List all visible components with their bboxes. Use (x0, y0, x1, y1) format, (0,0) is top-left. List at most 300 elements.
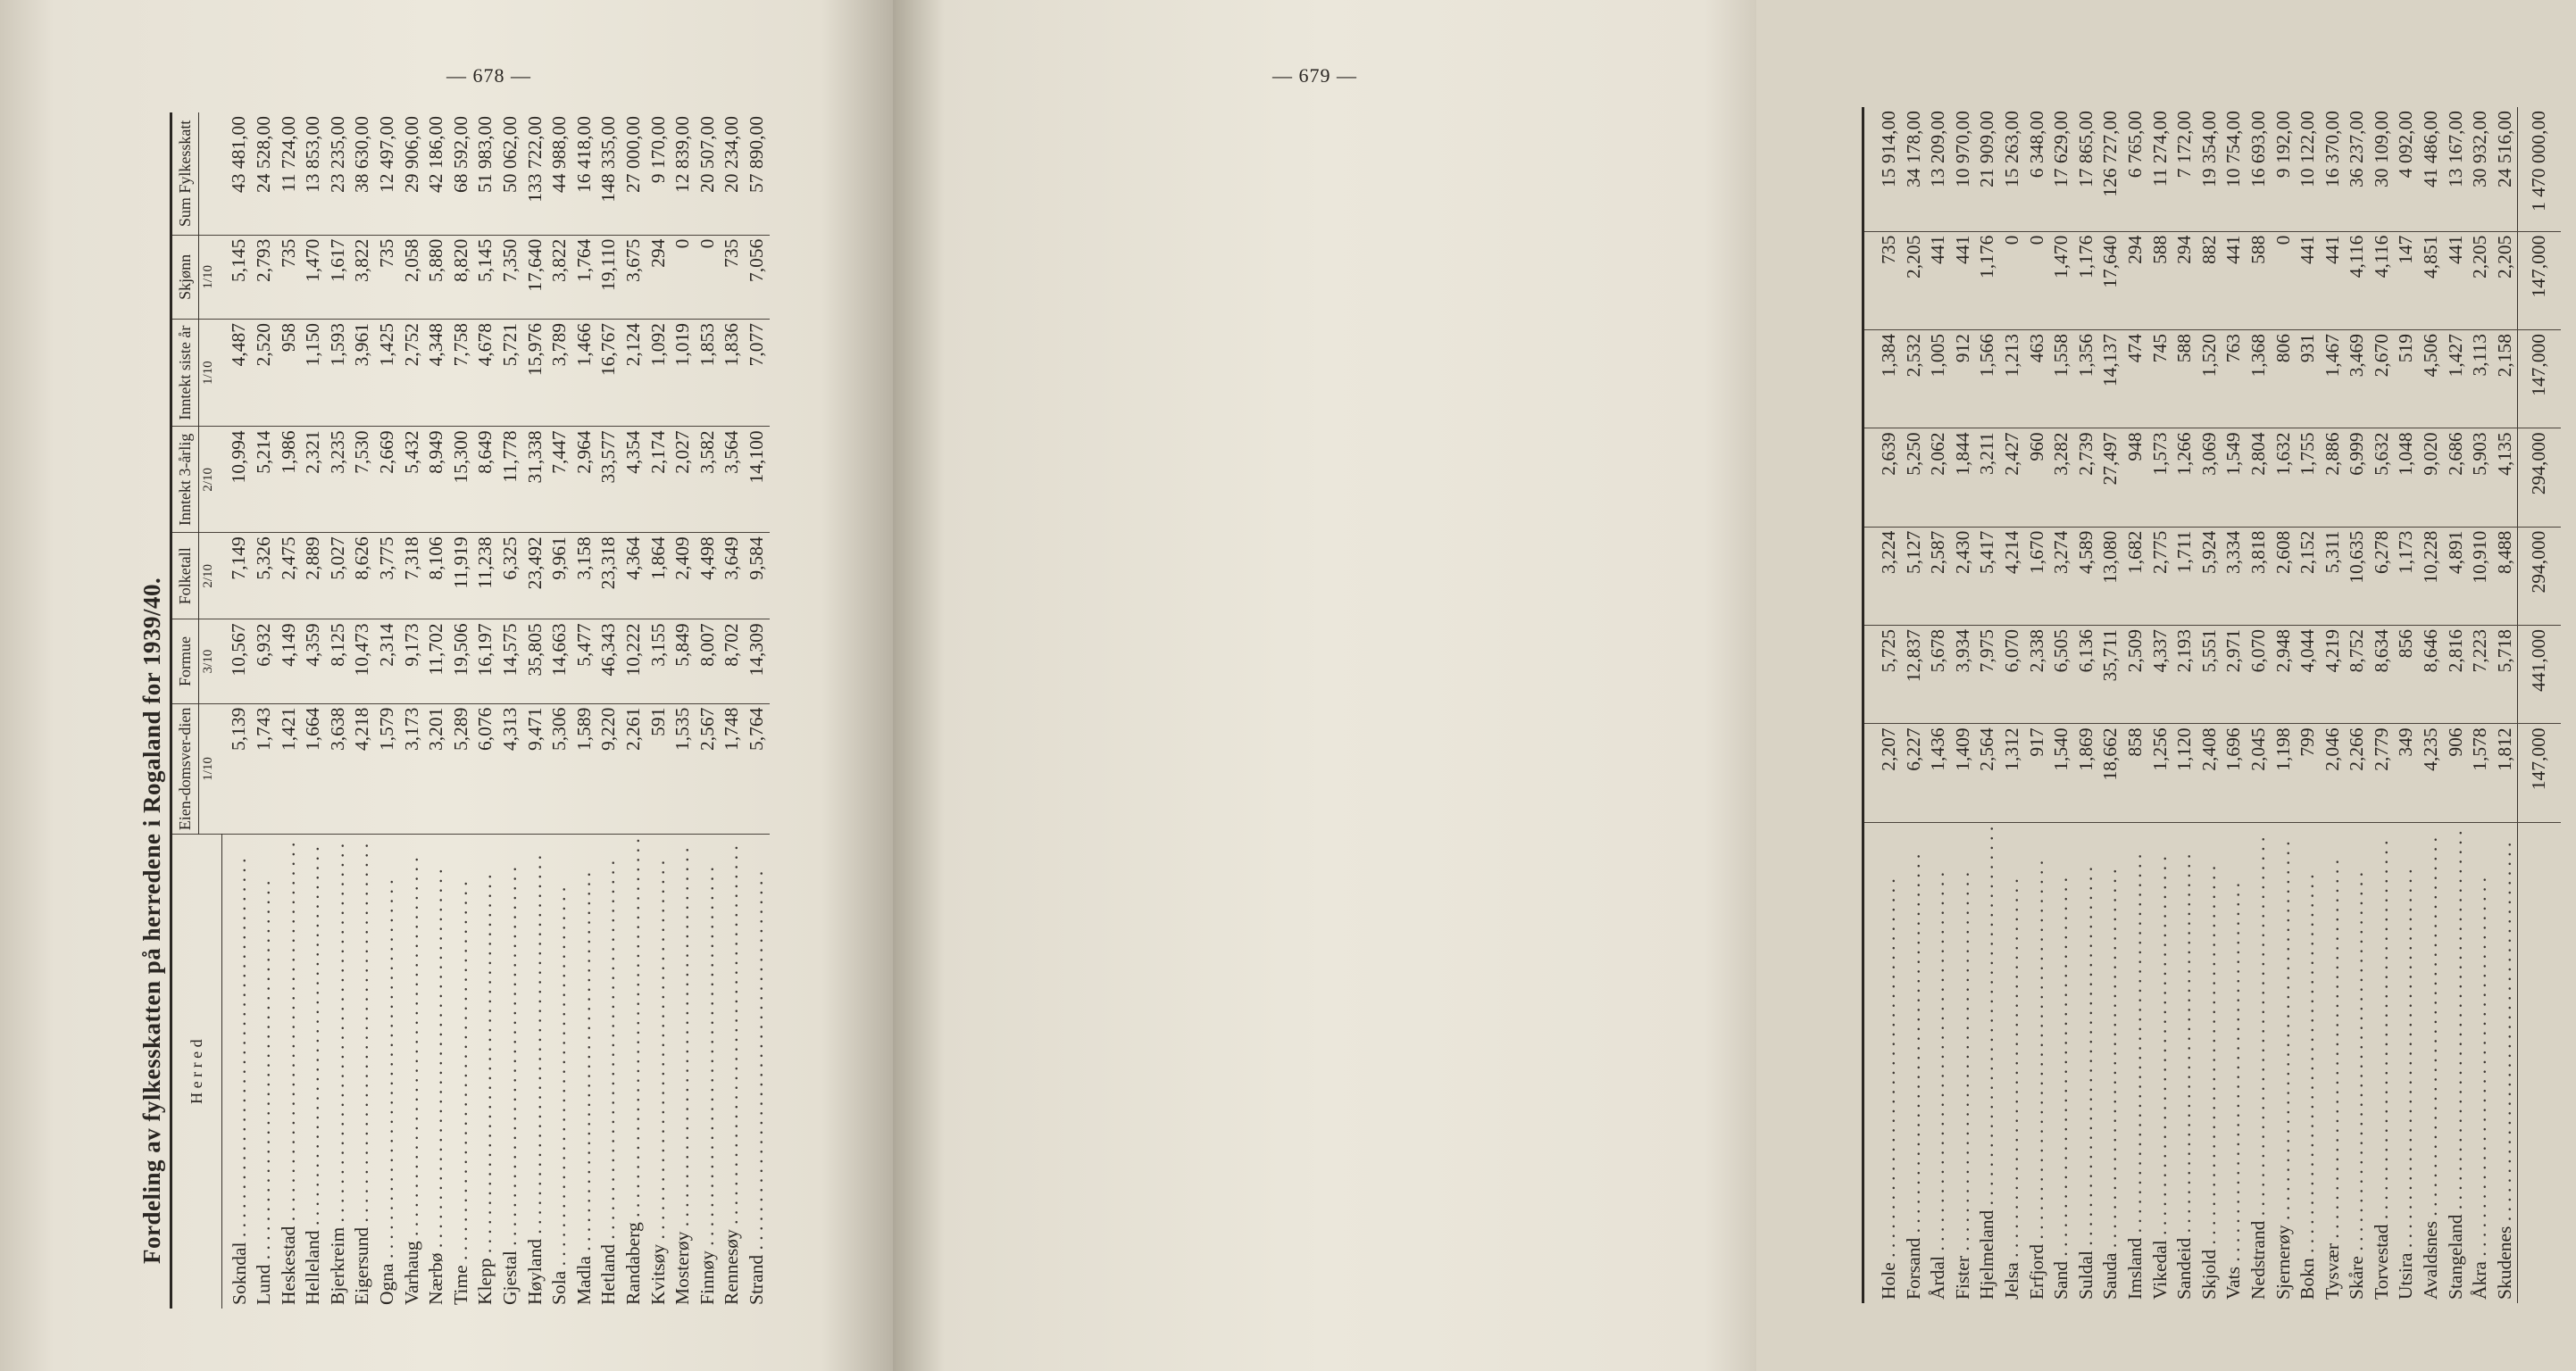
municipality-label: Torvestad (2370, 1224, 2392, 1300)
leader-dots: . . . . . . . . . . . . . . . . . . . . . . . . . . . . . . . . . . . . . . . . (646, 860, 669, 1244)
table-row (2098, 107, 2123, 1303)
leader-dots: . . . . . . . . . . . . . . . . . . . . . . . . . . . . . . . . . . . . . . . . (2321, 860, 2343, 1243)
table-cell: 1,368 (2247, 329, 2272, 428)
table-cell: 10,473 (350, 619, 375, 703)
municipality-name (2000, 822, 2025, 1303)
leader-dots: . . . . . . . . . . . . . . . . . . . . . . . . . . . . . . . . . . . . . . . . (2197, 865, 2220, 1250)
table-cell: 7 172,00 (2172, 107, 2197, 231)
table-cell: 2,058 (400, 235, 425, 319)
table-cell: 1,566 (1975, 329, 2000, 428)
table-cell: 3,789 (547, 320, 572, 427)
leader-dots: . . . . . . . . . . . . . . . . . . . . . . . . . . . . . . . . . . . . . . . . (302, 846, 324, 1231)
municipality-name (1926, 822, 1951, 1303)
municipality-name (596, 835, 621, 1309)
table-cell: 3,224 (1863, 527, 1902, 625)
table-cell: 0 (696, 235, 721, 319)
table-cell: 5,849 (671, 619, 696, 703)
tax-distribution-table-continued (1862, 107, 2561, 1303)
table-cell: 6,070 (2000, 626, 2025, 724)
table-cell: 1,213 (2000, 329, 2025, 428)
table-cell: 2,948 (2272, 626, 2297, 724)
leader-dots: . . . . . . . . . . . . . . . . . . . . . . . . . . . . . . . . . . . . . . . . (2050, 877, 2072, 1261)
municipality-label: Sola (548, 1270, 571, 1305)
municipality-label: Klepp (474, 1258, 496, 1305)
municipality-label: Stangeland (2444, 1214, 2466, 1300)
table-cell: 1,579 (375, 703, 400, 835)
rotated-table-block (134, 112, 866, 1309)
municipality-name (498, 835, 523, 1309)
municipality-name (2247, 822, 2272, 1303)
table-cell: 4,348 (424, 320, 449, 427)
municipality-name (745, 835, 770, 1309)
table-cell: 917 (2025, 724, 2050, 822)
leader-dots: . . . . . . . . . . . . . . . . . . . . . . . . . . . . . . . . . . . . . . . . (2099, 868, 2122, 1253)
leader-dots: . . . . . . . . . . . . . . . . . . . . . . . . . . . . . . . . . . . . . . . . (696, 867, 718, 1251)
table-cell: 1,467 (2321, 329, 2346, 428)
table-cell: 46,343 (596, 619, 621, 703)
leader-dots: . . . . . . . . . . . . . . . . . . . . . . . . . . . . . . . . . . . . . . . . (2346, 872, 2368, 1257)
municipality-label: Vats (2222, 1266, 2245, 1300)
table-cell: 44 988,00 (547, 112, 572, 235)
municipality-name (2394, 822, 2419, 1303)
table-cell: 10 754,00 (2222, 107, 2247, 231)
table-row (2394, 107, 2419, 1303)
table-cell: 463 (2025, 329, 2050, 428)
table-cell: 7,077 (745, 320, 770, 427)
table-cell: 3,649 (720, 533, 745, 619)
table-row (2493, 107, 2518, 1303)
leader-dots: . . . . . . . . . . . . . . . . . . . . . . . . . . . . . . . . . . . . . . . . (400, 857, 422, 1242)
table-cell: 1,466 (572, 320, 597, 427)
municipality-label: Mosterøy (671, 1231, 694, 1305)
municipality-label: Skudenes (2493, 1226, 2515, 1300)
table-row (2444, 107, 2469, 1303)
table-cell: 0 (2272, 231, 2297, 329)
table-cell: 15 263,00 (2000, 107, 2025, 231)
table-cell: 19,506 (449, 619, 474, 703)
rotated-table-block (1862, 107, 2576, 1303)
municipality-name (720, 835, 745, 1309)
table-cell: 5,432 (400, 427, 425, 533)
table-cell: 1,617 (326, 235, 351, 319)
table-cell: 3,934 (1951, 626, 1976, 724)
table-cell: 3,822 (547, 235, 572, 319)
table-cell: 10,910 (2468, 527, 2493, 625)
table-cell: 9,471 (523, 703, 548, 835)
municipality-name (2098, 822, 2123, 1303)
table-cell: 29 906,00 (400, 112, 425, 235)
table-cell: 2,193 (2172, 626, 2197, 724)
table-cell: 57 890,00 (745, 112, 770, 235)
table-cell: 2,587 (1926, 527, 1951, 625)
total-cell: 294,000 (2518, 527, 2561, 625)
table-row (523, 112, 548, 1309)
table-row (2000, 107, 2025, 1303)
leader-dots: . . . . . . . . . . . . . . . . . . . . . . . . . . . . . . . . . . . . . . . . (2148, 856, 2171, 1241)
table-cell: 35,805 (523, 619, 548, 703)
table-cell: 2,779 (2370, 724, 2395, 822)
table-cell: 5,903 (2468, 428, 2493, 527)
leader-dots: . . . . . . . . . . . . . . . . . . . . . . . . . . . . . . . . . . . . . . . . (2025, 860, 2047, 1244)
municipality-label: Sjernerøy (2272, 1225, 2294, 1300)
table-cell: 1,764 (572, 235, 597, 319)
table-cell: 9 192,00 (2272, 107, 2297, 231)
leader-dots: . . . . . . . . . . . . . . . . . . . . . . . . . . . . . . . . . . . . . . . . (449, 881, 471, 1266)
table-cell: 294 (2123, 231, 2148, 329)
municipality-name (646, 835, 671, 1309)
table-cell: 4,135 (2493, 428, 2518, 527)
table-cell: 2,409 (671, 533, 696, 619)
table-cell: 2,314 (375, 619, 400, 703)
table-cell: 2,152 (2296, 527, 2321, 625)
table-cell: 1,427 (2444, 329, 2469, 428)
table-cell: 2,261 (621, 703, 646, 835)
table-row (671, 112, 696, 1309)
table-cell: 5,718 (2493, 626, 2518, 724)
table-cell: 3,069 (2197, 428, 2222, 527)
table-cell: 5,678 (1926, 626, 1951, 724)
table-cell: 0 (2025, 231, 2050, 329)
table-cell: 735 (1863, 231, 1902, 329)
total-cell: 147,000 (2518, 724, 2561, 822)
table-cell: 3,822 (350, 235, 375, 319)
table-cell: 1,198 (2272, 724, 2297, 822)
table-cell: 1,436 (1926, 724, 1951, 822)
municipality-label: Randaberg (622, 1222, 644, 1305)
table-cell: 591 (646, 703, 671, 835)
table-cell: 19 354,00 (2197, 107, 2222, 231)
table-cell: 1,535 (671, 703, 696, 835)
column-weight: 2/10 (199, 427, 222, 533)
leader-dots: . . . . . . . . . . . . . . . . . . . . . . . . . . . . . . . . . . . . . . . . (2297, 874, 2319, 1259)
table-cell: 8,488 (2493, 527, 2518, 625)
table-cell: 1,573 (2148, 428, 2173, 527)
column-weight: 1/10 (199, 235, 222, 319)
municipality-name (2296, 822, 2321, 1303)
table-row (2074, 107, 2099, 1303)
table-cell: 882 (2197, 231, 2222, 329)
leader-dots: . . . . . . . . . . . . . . . . . . . . . . . . . . . . . . . . . . . . . . . . (1902, 853, 1924, 1238)
table-cell: 745 (2148, 329, 2173, 428)
table-cell: 1,173 (2394, 527, 2419, 625)
table-cell: 3,564 (720, 427, 745, 533)
total-cell: 147,000 (2518, 329, 2561, 428)
table-cell: 1,696 (2222, 724, 2247, 822)
table-cell: 8,949 (424, 427, 449, 533)
table-row (221, 112, 252, 1309)
table-cell: 1,812 (2493, 724, 2518, 822)
table-row (326, 112, 351, 1309)
table-cell: 4,116 (2345, 231, 2370, 329)
table-cell: 1,005 (1926, 329, 1951, 428)
table-cell: 14,137 (2098, 329, 2123, 428)
municipality-name (2321, 822, 2346, 1303)
page-number: — 679 — (1272, 64, 1357, 87)
table-cell: 68 592,00 (449, 112, 474, 235)
table-cell: 349 (2394, 724, 2419, 822)
leader-dots: . . . . . . . . . . . . . . . . . . . . . . . . . . . . . . . . . . . . . . . . (2123, 853, 2146, 1238)
table-cell: 1,470 (301, 235, 326, 319)
municipality-label: Heskestad (277, 1226, 299, 1305)
right-page (893, 0, 2550, 1371)
table-cell: 806 (2272, 329, 2297, 428)
leader-dots: . . . . . . . . . . . . . . . . . . . . . . . . . . . . . . . . . . . . . . . . (326, 843, 348, 1227)
table-cell: 7,975 (1975, 626, 2000, 724)
table-cell: 931 (2296, 329, 2321, 428)
table-cell: 8,106 (424, 533, 449, 619)
municipality-name (1975, 822, 2000, 1303)
municipality-label: Bokn (2297, 1258, 2319, 1300)
table-cell: 912 (1951, 329, 1976, 428)
table-cell: 5,289 (449, 703, 474, 835)
table-cell: 8,702 (720, 619, 745, 703)
table-cell: 17 629,00 (2049, 107, 2074, 231)
table-cell: 6,227 (1902, 724, 1927, 822)
table-cell: 35,711 (2098, 626, 2123, 724)
municipality-label: Sauda (2099, 1252, 2122, 1300)
table-cell: 958 (277, 320, 302, 427)
leader-dots: . . . . . . . . . . . . . . . . . . . . . . . . . . . . . . . . . . . . . . . . (572, 872, 595, 1257)
leader-dots: . . . . . . . . . . . . . . . . . . . . . . . . . . . . . . . . . . . . . . . . (1951, 872, 1973, 1257)
table-cell: 735 (277, 235, 302, 319)
municipality-name (2172, 822, 2197, 1303)
table-cell: 13 167,00 (2444, 107, 2469, 231)
table-cell: 2,686 (2444, 428, 2469, 527)
table-cell: 2,427 (2000, 428, 2025, 527)
table-cell: 294 (646, 235, 671, 319)
leader-dots: . . . . . . . . . . . . . . . . . . . . . . . . . . . . . . . . . . . . . . . . (228, 858, 250, 1242)
table-cell: 1,092 (646, 320, 671, 427)
table-cell: 4,149 (277, 619, 302, 703)
municipality-name (449, 835, 474, 1309)
municipality-name (277, 835, 302, 1309)
table-cell: 133 722,00 (523, 112, 548, 235)
table-cell: 2,430 (1951, 527, 1976, 625)
table-cell: 2,045 (2247, 724, 2272, 822)
municipality-label: Nærbø (425, 1252, 447, 1305)
table-row (2148, 107, 2173, 1303)
table-row (1926, 107, 1951, 1303)
table-cell: 12,837 (1902, 626, 1927, 724)
table-cell: 4,359 (301, 619, 326, 703)
table-cell: 7,758 (449, 320, 474, 427)
table-cell: 5,214 (252, 427, 277, 533)
table-cell: 1,176 (1975, 231, 2000, 329)
leader-dots: . . . . . . . . . . . . . . . . . . . . . . . . . . . . . . . . . . . . . . . . (721, 845, 743, 1230)
table-row (596, 112, 621, 1309)
municipality-label: Rennesøy (721, 1229, 743, 1305)
column-weight: 1/10 (199, 320, 222, 427)
table-cell: 5,326 (252, 533, 277, 619)
table-cell: 8,649 (473, 427, 498, 533)
table-cell: 9,961 (547, 533, 572, 619)
municipality-name (2468, 822, 2493, 1303)
municipality-name (2444, 822, 2469, 1303)
column-header: Eien-domsver-dien (171, 703, 199, 835)
leader-dots: . . . . . . . . . . . . . . . . . . . . . . . . . . . . . . . . . . . . . . . . (2074, 867, 2097, 1251)
table-row (2197, 107, 2222, 1303)
table-cell: 11,702 (424, 619, 449, 703)
table-cell: 3,158 (572, 533, 597, 619)
table-cell: 2,338 (2025, 626, 2050, 724)
table-row (696, 112, 721, 1309)
table-cell: 1,743 (252, 703, 277, 835)
table-cell: 1,748 (720, 703, 745, 835)
table-cell: 2,669 (375, 427, 400, 533)
leader-dots: . . . . . . . . . . . . . . . . . . . . . . . . . . . . . . . . . . . . . . . . (2444, 830, 2466, 1215)
table-cell: 2,321 (301, 427, 326, 533)
table-cell: 3,274 (2049, 527, 2074, 625)
municipality-label: Nedstrand (2247, 1220, 2269, 1300)
table-cell: 2,804 (2247, 428, 2272, 527)
table-cell: 4,678 (473, 320, 498, 427)
table-cell: 6,076 (473, 703, 498, 835)
column-weight: 2/10 (199, 533, 222, 619)
leader-dots: . . . . . . . . . . . . . . . . . . . . . . . . . . . . . . . . . . . . . . . . (523, 854, 546, 1239)
municipality-name (2370, 822, 2395, 1303)
table-cell: 2,174 (646, 427, 671, 533)
table-cell: 12 839,00 (671, 112, 696, 235)
table-cell: 1,150 (301, 320, 326, 427)
table-cell: 1,844 (1951, 428, 1976, 527)
table-cell: 3,775 (375, 533, 400, 619)
table-cell: 3,638 (326, 703, 351, 835)
table-row (646, 112, 671, 1309)
table-cell: 1,593 (326, 320, 351, 427)
table-cell: 9,220 (596, 703, 621, 835)
municipality-name (221, 835, 252, 1309)
table-cell: 4,354 (621, 427, 646, 533)
table-cell: 13,080 (2098, 527, 2123, 625)
table-cell: 5,145 (473, 235, 498, 319)
page-number: — 678 — (446, 64, 531, 87)
table-cell: 1,312 (2000, 724, 2025, 822)
table-row (1902, 107, 1927, 1303)
table-cell: 1,520 (2197, 329, 2222, 428)
table-cell: 588 (2148, 231, 2173, 329)
municipality-label: Jelsa (2000, 1262, 2022, 1300)
table-row (473, 112, 498, 1309)
table-cell: 3,282 (2049, 428, 2074, 527)
table-cell: 2,520 (252, 320, 277, 427)
table-cell: 10,635 (2345, 527, 2370, 625)
table-cell: 14,575 (498, 619, 523, 703)
table-cell: 1,869 (2074, 724, 2099, 822)
table-cell: 5,306 (547, 703, 572, 835)
table-cell: 3,235 (326, 427, 351, 533)
table-cell: 1,356 (2074, 329, 2099, 428)
municipality-label: Lund (253, 1264, 275, 1305)
municipality-label: Varhaug (400, 1241, 422, 1305)
leader-dots: . . . . . . . . . . . . . . . . . . . . . . . . . . . . . . . . . . . . . . . . (2493, 842, 2515, 1226)
table-cell: 5,721 (498, 320, 523, 427)
leader-dots: . . . . . . . . . . . . . . . . . . . . . . . . . . . . . . . . . . . . . . . . (2173, 853, 2196, 1238)
table-cell: 2,205 (1902, 231, 1927, 329)
table-cell: 147 (2394, 231, 2419, 329)
municipality-name (1863, 822, 1902, 1303)
table-row (2049, 107, 2074, 1303)
table-cell: 1,986 (277, 427, 302, 533)
table-cell: 148 335,00 (596, 112, 621, 235)
table-cell: 6 348,00 (2025, 107, 2050, 231)
municipality-label: Time (449, 1265, 471, 1305)
table-cell: 17 865,00 (2074, 107, 2099, 231)
leader-dots: . . . . . . . . . . . . . . . . . . . . . . . . . . . . . . . . . . . . . . . . (1976, 826, 1998, 1210)
table-cell: 4,214 (2000, 527, 2025, 625)
left-page (0, 0, 893, 1371)
leader-dots: . . . . . . . . . . . . . . . . . . . . . . . . . . . . . . . . . . . . . . . . (499, 867, 521, 1251)
municipality-label: Bjerkreim (326, 1226, 348, 1305)
column-weight (199, 112, 222, 235)
municipality-label: Årdal (1927, 1256, 1949, 1300)
table-cell: 1,589 (572, 703, 597, 835)
table-cell: 2,207 (1863, 724, 1902, 822)
municipality-label: Finnøy (696, 1251, 718, 1305)
table-row (277, 112, 302, 1309)
table-cell: 3,818 (2247, 527, 2272, 625)
table-cell: 10 970,00 (1951, 107, 1976, 231)
table-cell: 42 186,00 (424, 112, 449, 235)
table-cell: 9 170,00 (646, 112, 671, 235)
table-cell: 16 418,00 (572, 112, 597, 235)
leader-dots: . . . . . . . . . . . . . . . . . . . . . . . . . . . . . . . . . . . . . . . . (376, 879, 398, 1264)
table-cell: 10,994 (221, 427, 252, 533)
table-cell: 16 370,00 (2321, 107, 2346, 231)
table-cell: 1,664 (301, 703, 326, 835)
municipality-label: Sand (2050, 1261, 2072, 1300)
table-cell: 7,318 (400, 533, 425, 619)
table-cell: 5,417 (1975, 527, 2000, 625)
municipality-label: Hole (1878, 1262, 1899, 1300)
table-row (621, 112, 646, 1309)
municipality-name (301, 835, 326, 1309)
table-cell: 1,425 (375, 320, 400, 427)
table-cell: 4,589 (2074, 527, 2099, 625)
table-row (2247, 107, 2272, 1303)
table-cell: 51 983,00 (473, 112, 498, 235)
municipality-name (2272, 822, 2297, 1303)
table-cell: 3,675 (621, 235, 646, 319)
municipality-label: Hetland (597, 1243, 620, 1305)
table-cell: 15,976 (523, 320, 548, 427)
table-cell: 20 507,00 (696, 112, 721, 235)
table-cell: 2,532 (1902, 329, 1927, 428)
table-cell: 735 (375, 235, 400, 319)
municipality-name (2345, 822, 2370, 1303)
leader-dots: . . . . . . . . . . . . . . . . . . . . . . . . . . . . . . . . . . . . . . . . (474, 874, 496, 1259)
table-cell: 1,421 (277, 703, 302, 835)
municipality-label: Madla (572, 1256, 595, 1305)
table-cell: 960 (2025, 428, 2050, 527)
table-cell: 2,046 (2321, 724, 2346, 822)
municipality-label: Suldal (2074, 1251, 2097, 1300)
table-row (400, 112, 425, 1309)
leader-dots: . . . . . . . . . . . . . . . . . . . . . . . . . . . . . . . . . . . . . . . . (253, 880, 275, 1265)
table-cell: 1,558 (2049, 329, 2074, 428)
table-cell: 7,223 (2468, 626, 2493, 724)
table-cell: 948 (2123, 428, 2148, 527)
table-row (2296, 107, 2321, 1303)
table-cell: 2,639 (1863, 428, 1902, 527)
table-cell: 38 630,00 (350, 112, 375, 235)
municipality-name (375, 835, 400, 1309)
table-cell: 9,020 (2419, 428, 2444, 527)
table-cell: 5,127 (1902, 527, 1927, 625)
leader-dots: . . . . . . . . . . . . . . . . . . . . . . . . . . . . . . . . . . . . . . . . (2247, 836, 2269, 1221)
table-cell: 8,646 (2419, 626, 2444, 724)
column-header: Inntekt 3-årlig (171, 427, 199, 533)
table-cell: 294 (2172, 231, 2197, 329)
